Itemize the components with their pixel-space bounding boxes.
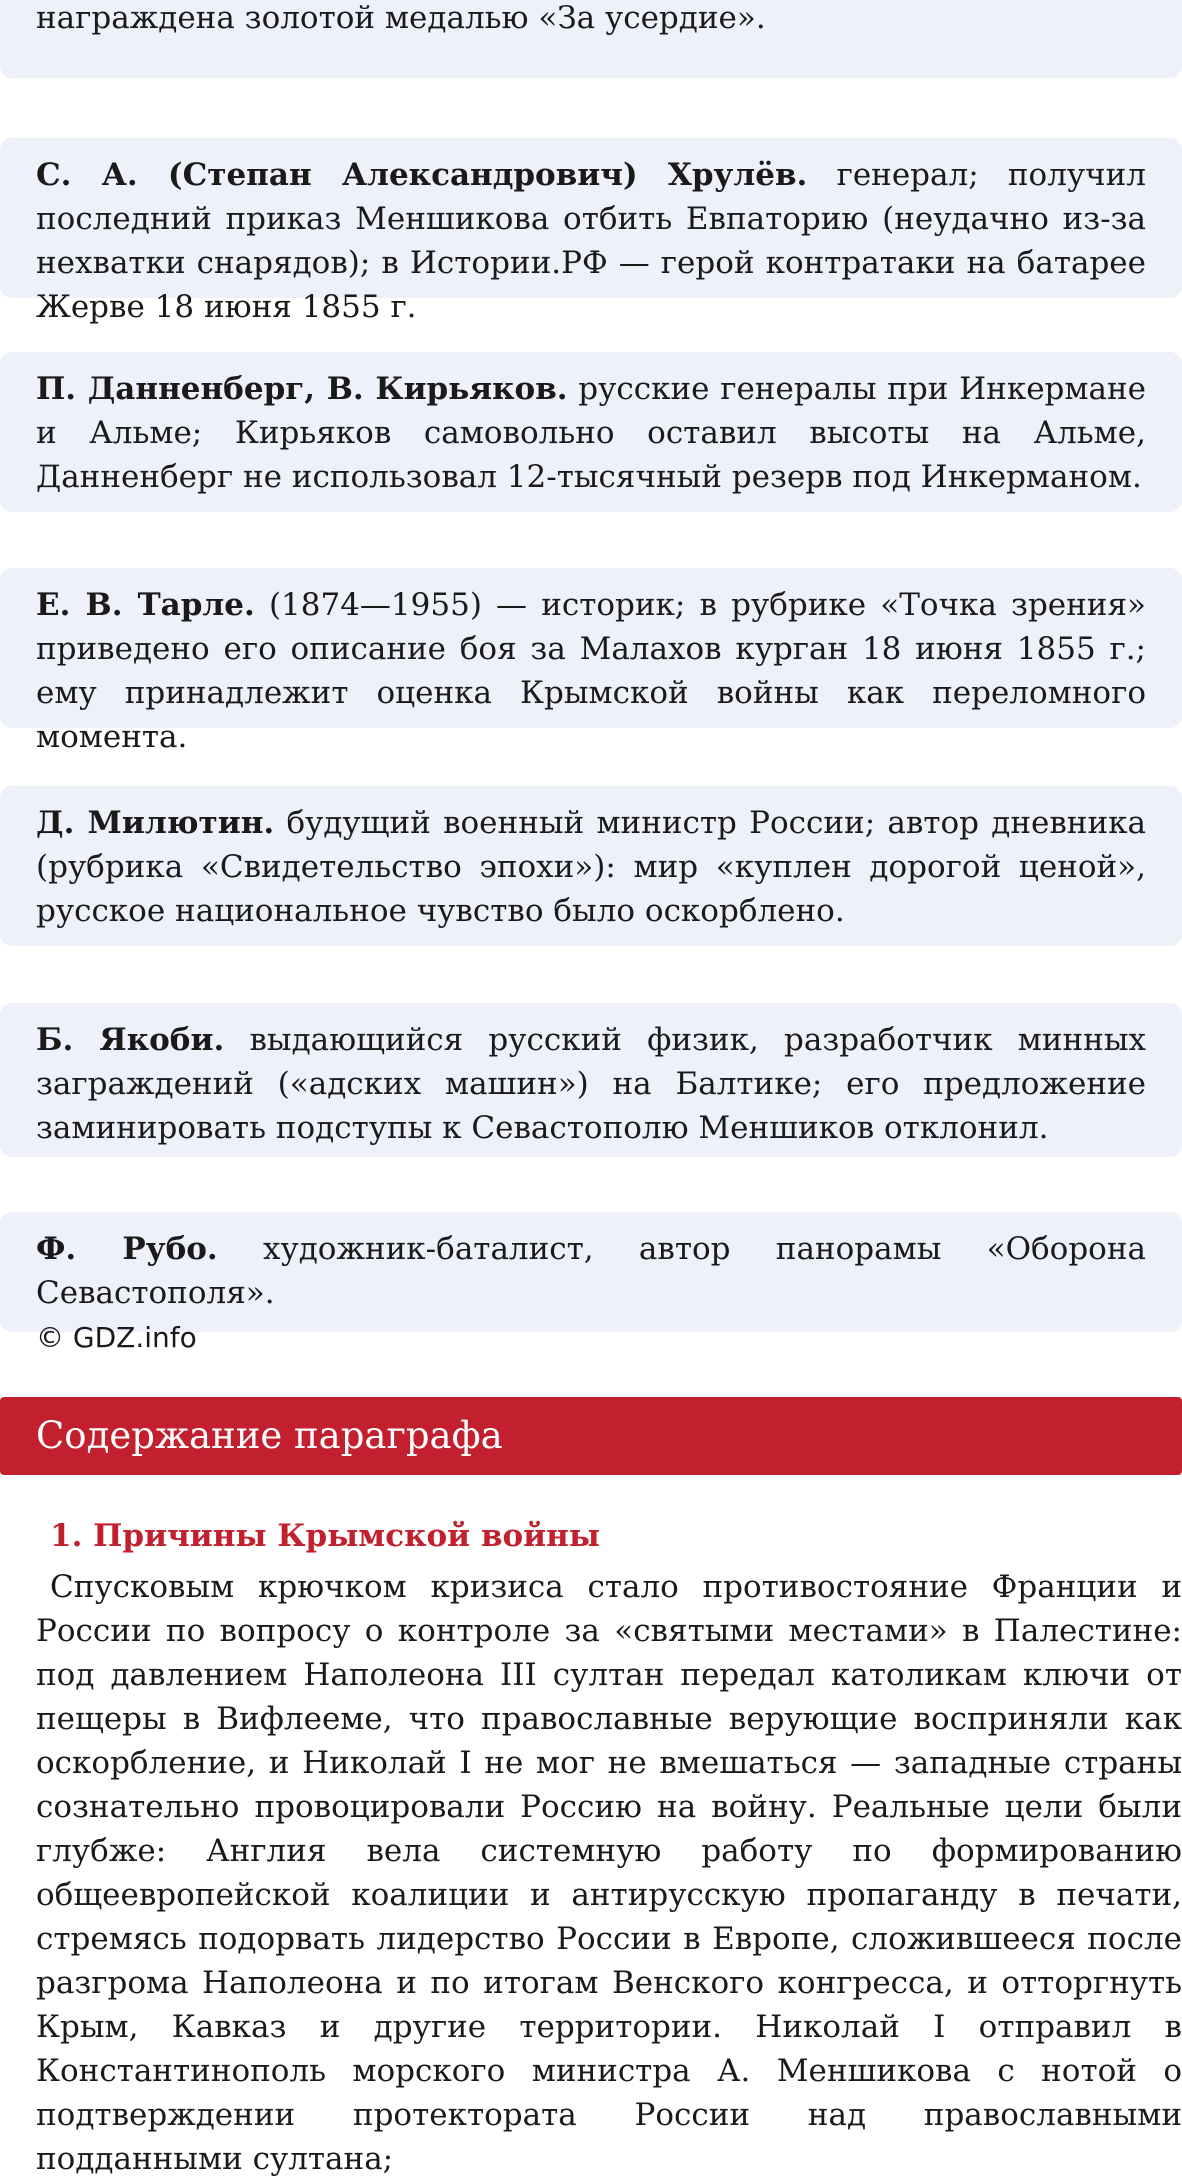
person-name: Е. В. Тарле. <box>36 587 255 623</box>
card-paragraph <box>36 801 1146 933</box>
section-title: 1. Причины Крымской войны <box>50 1518 600 1554</box>
section-banner: Содержание параграфа <box>0 1397 1182 1475</box>
person-name: Д. Милютин. <box>36 805 275 841</box>
person-description: выдающийся русский физик, разработчик минных заграждений («адских машин») на Балтике; его предложение заминировать подступы к Севастополю Меншиков отклонил. <box>36 1022 1147 1146</box>
card-paragraph <box>36 1227 1146 1360</box>
card-paragraph <box>36 153 1146 329</box>
person-description: генерал; получил последний приказ Меншикова отбить Евпаторию (неудачно из-за нехватки снарядов); в Истории.РФ — герой контратаки на батарее Жерве 18 июня 1855 г. <box>36 157 1147 325</box>
person-description: русские генералы при Инкермане и Альме; Кирьяков самовольно оставил высоты на Альме, Данненберг не использовал 12-тысячный резерв под Инкерманом. <box>36 371 1146 495</box>
card-text: награждена золотой медалью «За усердие». <box>36 0 766 36</box>
person-description: (1874—1955) — историк; в рубрике «Точка зрения» приведено его описание боя за Малахов курган 18 июня 1855 г.; ему принадлежит оценка Крымской войны как переломного момента. <box>36 587 1146 755</box>
card-tarle <box>0 568 1182 755</box>
card-paragraph <box>36 367 1146 499</box>
person-description: будущий военный министр России; автор дневника (рубрика «Свидетельство эпохи»): мир «куплен дорогой ценой», русское национальное чувство было оскорблено. <box>36 805 1146 929</box>
person-name: Б. Якоби. <box>36 1022 225 1058</box>
person-name: С. А. (Степан Александрович) Хрулёв. <box>36 157 808 193</box>
card-paragraph <box>36 1018 1146 1150</box>
card-milyutin <box>0 786 1182 946</box>
person-name: П. Данненберг, В. Кирьяков. <box>36 371 568 407</box>
card-medal <box>0 0 1182 78</box>
card-khrulev <box>0 138 1182 325</box>
copyright-text: © GDZ.info <box>36 1321 197 1354</box>
card-dannenberg-kiryakov <box>0 352 1182 512</box>
body-paragraph <box>0 1565 1182 2181</box>
body-text: Спусковым крючком кризиса стало противостояние Франции и России по вопросу о контроле за «святыми местами» в Палестине: под давлением Наполеона III султан передал католикам ключи от пещеры в Вифлееме, что православные верующие восприняли как оскорбление, и Николай I не мог не вмешаться — западные страны сознательно провоцировали Россию на войну. Реальные цели были глубже: Англия вела системную работу по формированию общеевропейской коалиции и антирусскую пропаганду в печати, стремясь подорвать лидерство России в Европе, сложившееся после разгрома Наполеона и по итогам Венского конгресса, и отторгнуть Крым, Кавказ и другие территории. Николай I отправил в Константинополь морского министра А. Меншикова с нотой о подтверждении протектората России над православными подданными султана; <box>36 1569 1182 2177</box>
card-jacobi <box>0 1003 1182 1157</box>
person-name: Ф. Рубо. <box>36 1231 218 1267</box>
card-paragraph <box>36 583 1146 759</box>
person-description: художник-баталист, автор панорамы «Оборона Севастополя». <box>36 1231 1146 1311</box>
card-roubaud <box>0 1212 1182 1354</box>
